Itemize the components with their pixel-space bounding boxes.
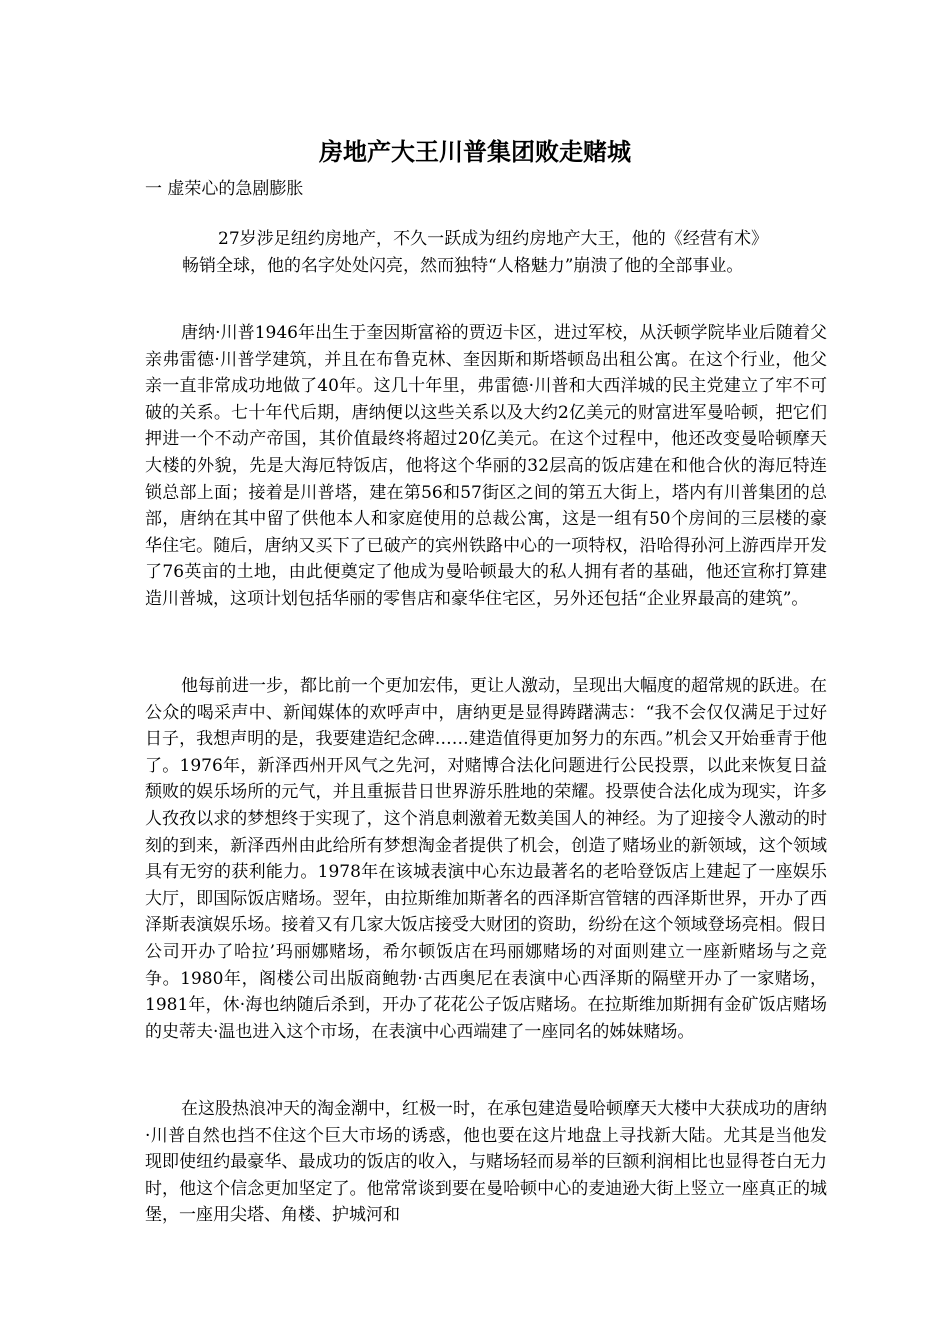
abstract-paragraph: 27岁涉足纽约房地产，不久一跃成为纽约房地产大王，他的《经营有术》畅销全球，他的名字处处闪亮，然而独特“人格魅力”崩溃了他的全部事业。 (182, 229, 768, 276)
document-title: 房地产大王川普集团败走赌城 (319, 137, 631, 166)
body-paragraph: 在这股热浪冲天的淘金潮中，红极一时，在承包建造曼哈顿摩天大楼中大获成功的唐纳·川普自然也挡不住这个巨大市场的诱惑，他也要在这片地盘上寻找新大陆。尤其是当他发现即使纽约最豪华、最成功的饭店的收入，与赌场轻而易举的巨额利润相比也显得苍白无力时，他这个信念更加坚定了。他常常谈到要在曼哈顿中心的麦迪逊大街上竖立一座真正的城堡，一座用尖塔、角楼、护城河和 (145, 1099, 827, 1226)
section-heading: 一 虚荣心的急剧膨胀 (145, 179, 304, 199)
body-paragraph: 他每前进一步，都比前一个更加宏伟，更让人激动，呈现出大幅度的超常规的跃进。在公众的喝采声中、新闻媒体的欢呼声中，唐纳更是显得踌躇满志：“我不会仅仅满足于过好日子，我想声明的是，我要建造纪念碑……建造值得更加努力的东西。”机会又开始垂青于他了。1976年，新泽西州开风气之先河，对赌博合法化问题进行公民投票，以此来恢复日益颓败的娱乐场所的元气，并且重振昔日世界游乐胜地的荣耀。投票使合法化成为现实，许多人孜孜以求的梦想终于实现了，这个消息刺激着无数美国人的神经。为了迎接令人激动的时刻的到来，新泽西州由此给所有梦想淘金者提供了机会，创造了赌场业的新领域，这个领域具有无穷的获利能力。1978年在该城表演中心东边最著名的老哈登饭店上建起了一座娱乐大厅，即国际饭店赌场。翌年，由拉斯维加斯著名的西泽斯宫管辖的西泽斯世界，开办了西泽斯表演娱乐场。接着又有几家大饭店接受大财团的资助，纷纷在这个领域登场亮相。假日公司开办了哈拉’玛丽娜赌场，希尔顿饭店在玛丽娜赌场的对面则建立一座新赌场与之竞争。1980年，阁楼公司出版商鲍勃·古西奥尼在表演中心西泽斯的隔壁开办了一家赌场，1981年，休·海也纳随后杀到，开办了花花公子饭店赌场。在拉斯维加斯拥有金矿饭店赌场的史蒂夫·温也进入这个市场，在表演中心西端建了一座同名的姊妹赌场。 (145, 676, 827, 1042)
body-paragraph: 唐纳·川普1946年出生于奎因斯富裕的贾迈卡区，进过军校，从沃顿学院毕业后随着父亲弗雷德·川普学建筑，并且在布鲁克林、奎因斯和斯塔顿岛出租公寓。在这个行业，他父亲一直非常成功地做了40年。这几十年里，弗雷德·川普和大西洋城的民主党建立了牢不可破的关系。七十年代后期，唐纳便以这些关系以及大约2亿美元的财富进军曼哈顿，把它们押进一个不动产帝国，其价值最终将超过20亿美元。在这个过程中，他还改变曼哈顿摩天大楼的外貌，先是大海厄特饭店，他将这个华丽的32层高的饭店建在和他合伙的海厄特连锁总部上面；接着是川普塔，建在第56和57街区之间的第五大街上，塔内有川普集团的总部，唐纳在其中留了供他本人和家庭使用的总裁公寓，这是一组有50个房间的三层楼的豪华住宅。随后，唐纳又买下了已破产的宾州铁路中心的一项特权，沿哈得孙河上游西岸开发了76英亩的土地，由此便奠定了他成为曼哈顿最大的私人拥有者的基础，他还宣称打算建造川普城，这项计划包括华丽的零售店和豪华住宅区，另外还包括“企业界最高的建筑”。 (145, 323, 827, 609)
